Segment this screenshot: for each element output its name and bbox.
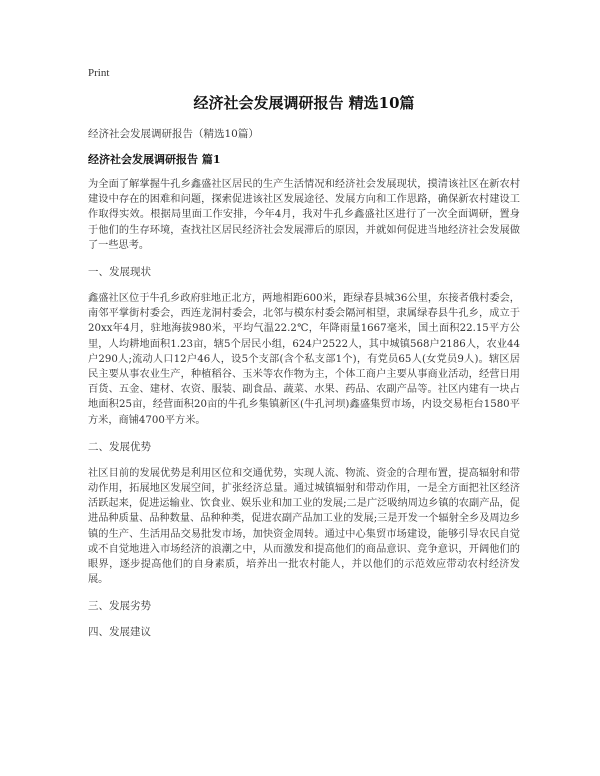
advantage-paragraph: 社区目前的发展优势是利用区位和交通优势，实现人流、物流、资金的合理布置，提高辐射和带动作用，拓展地区发展空间，扩张经济总量。通过城镇辐射和带动作用，一是全方面把社区经济活跃起来，促进运输业、饮食业、娱乐业和加工业的发展;二是广泛吸纳周边乡镇的农副产品，促进品种质量、品种数量、品种种类，促进农副产品加工业的发展;三是开发一个辐射全乡及周边乡镇的生产、生活用品交易批发市场，加快资金周转。通过中心集贸市场建设，能够引导农民自觉或不自觉地进入市场经济的浪潮之中，从而激发和提高他们的商品意识、竞争意识，开阔他们的眼界，逐步提高他们的自身素质，培养出一批农村能人，并以他们的示范效应带动农村经济发展。: [88, 467, 520, 586]
heading-development-suggestions: 四、发展建议: [88, 626, 151, 639]
heading-development-advantage: 二、发展优势: [88, 440, 151, 453]
print-link[interactable]: Print: [88, 67, 110, 79]
status-paragraph: 鑫盛社区位于牛孔乡政府驻地正北方，两地相距600米，距绿春县城36公里，东接者俄村委会，南邻平掌街村委会，西连龙洞村委会，北邻与模东村委会隔河相望，隶属绿春县牛孔乡，成立于20xx年4月，驻地海拔980米，平均气温22.2℃，年降雨量1667毫米，国土面积22.15平方公里，人均耕地面积1.23亩，辖5个居民小组，624户2522人，其中城镇568户2186人，农业44户290人;流动人口12户46人，设5个支部(含个私支部1个)，有党员65人(女党员9人)。辖区居民主要从事农业生产，种植稻谷、玉米等农作物为主，个体工商户主要从事商业活动，经营日用百货、五金、建材、农资、服装、副食品、蔬菜、水果、药品、农副产品等。社区内建有一块占地面积25亩，经营面积20亩的牛孔乡集镇新区(牛孔河坝)鑫盛集贸市场，内设交易柜台1580平方米，商铺4700平方米。: [88, 293, 520, 426]
section-title: 经济社会发展调研报告 篇1: [88, 153, 221, 166]
heading-development-disadvantage: 三、发展劣势: [88, 600, 151, 613]
intro-paragraph: 为全面了解掌握牛孔乡鑫盛社区居民的生产生活情况和经济社会发展现状，摸清该社区在新农村建设中存在的困难和问题，探索促进该社区发展途径、发展方向和工作思路，确保新农村建设工作取得实效。根据局里面工作安排，今年4月，我对牛孔乡鑫盛社区进行了一次全面调研，置身于他们的生存环境，查找社区居民经济社会发展滞后的原因，并就如何促进当地经济社会发展做了一些思考。: [88, 179, 520, 251]
heading-development-status: 一、发展现状: [88, 266, 151, 279]
document-title: 经济社会发展调研报告 精选10篇: [193, 94, 415, 112]
document-page: [88, 66, 520, 651]
document-subtitle: 经济社会发展调研报告（精选10篇）: [88, 128, 259, 140]
